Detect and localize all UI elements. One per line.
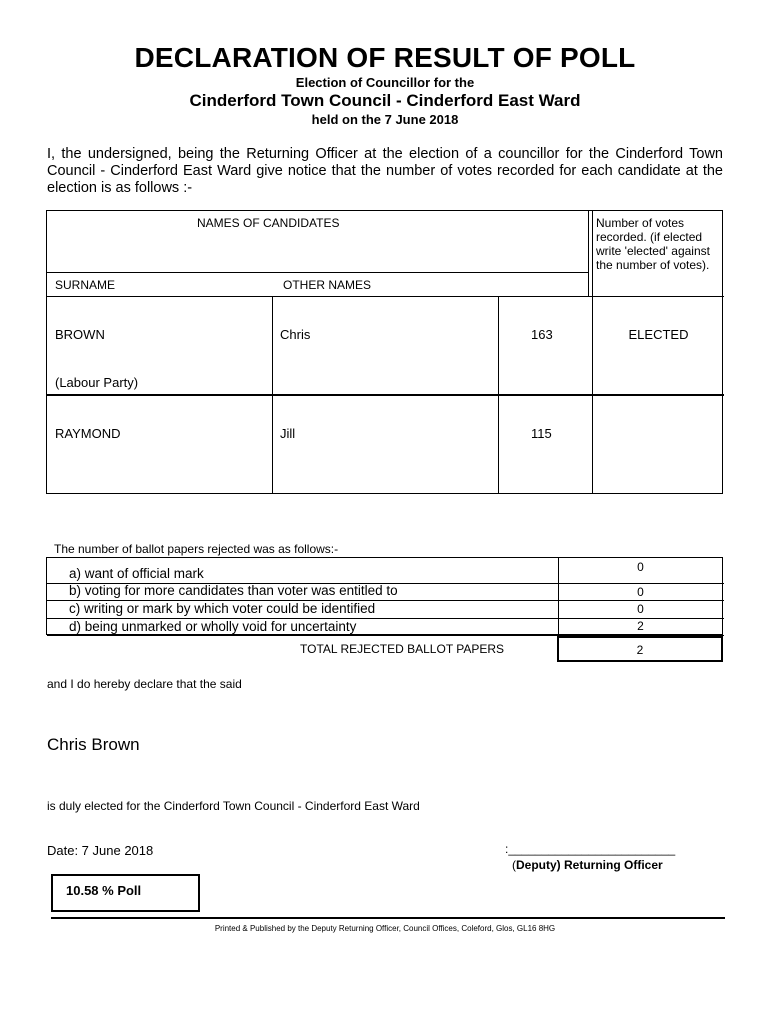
rejected-row (46, 582, 723, 600)
election-subtitle: Election of Councillor for the (295, 75, 475, 90)
rejected-row (46, 600, 723, 618)
elected-name: Chris Brown (47, 735, 140, 754)
total-rejected-label: TOTAL REJECTED BALLOT PAPERS (300, 642, 505, 656)
officer-open-paren: ( (512, 858, 516, 872)
candidate-votes: 163 (531, 327, 553, 342)
rejected-label: b) voting for more candidates than voter was entitled to (69, 583, 398, 598)
candidate-surname: BROWN (55, 327, 105, 342)
rejected-value: 0 (637, 585, 644, 599)
rejected-intro: The number of ballot papers rejected was as follows:- (54, 542, 339, 556)
rejected-label: c) writing or mark by which voter could be identified (69, 601, 376, 616)
votes-header: Number of votes recorded. (if elected write 'elected' against the number of votes). (596, 216, 710, 272)
candidate-votes: 115 (531, 426, 552, 441)
other-names-header: OTHER NAMES (283, 278, 372, 292)
held-on-date: held on the 7 June 2018 (311, 112, 459, 127)
poll-turnout: 10.58 % Poll (66, 883, 142, 898)
signature-line: :_________________________ (505, 842, 676, 856)
officer-title-text: Deputy) Returning Officer (516, 858, 663, 872)
footer-divider (51, 917, 725, 919)
candidates-table (46, 210, 723, 494)
intro-paragraph: I, the undersigned, being the Returning Officer at the election of a councillor for the Cinderford Town Council - Cinderford East Ward give notice that the number of votes recorded for each candidate at the election is as follows :- (47, 146, 723, 196)
council-name: Cinderford Town Council - Cinderford East Ward (189, 91, 581, 110)
rejected-label: d) being unmarked or wholly void for uncertainty (69, 619, 357, 634)
rejected-row (46, 618, 723, 636)
officer-title (512, 858, 663, 872)
candidate-other-names: Jill (280, 426, 296, 441)
rejected-value: 0 (637, 560, 644, 574)
names-header: NAMES OF CANDIDATES (197, 216, 340, 230)
candidate-status: ELECTED (628, 327, 689, 342)
poll-box (51, 874, 200, 912)
rejected-value: 2 (637, 619, 644, 633)
total-rejected-value: 2 (557, 636, 723, 662)
page-title: DECLARATION OF RESULT OF POLL (134, 42, 636, 73)
rejected-label: a) want of official mark (69, 566, 204, 581)
rejected-value: 0 (637, 602, 644, 616)
surname-header: SURNAME (55, 278, 116, 292)
declaration-date: Date: 7 June 2018 (47, 843, 154, 858)
elected-statement: is duly elected for the Cinderford Town Council - Cinderford East Ward (47, 799, 420, 813)
candidate-other-names: Chris (280, 327, 311, 342)
rejected-row (46, 560, 723, 583)
candidate-surname: RAYMOND (55, 426, 121, 441)
footer-imprint: Printed & Published by the Deputy Returning Officer, Council Offices, Coleford, Glos, GL16 8HG (214, 924, 556, 933)
declaration-intro: and I do hereby declare that the said (47, 677, 242, 691)
candidate-party: (Labour Party) (55, 375, 139, 390)
